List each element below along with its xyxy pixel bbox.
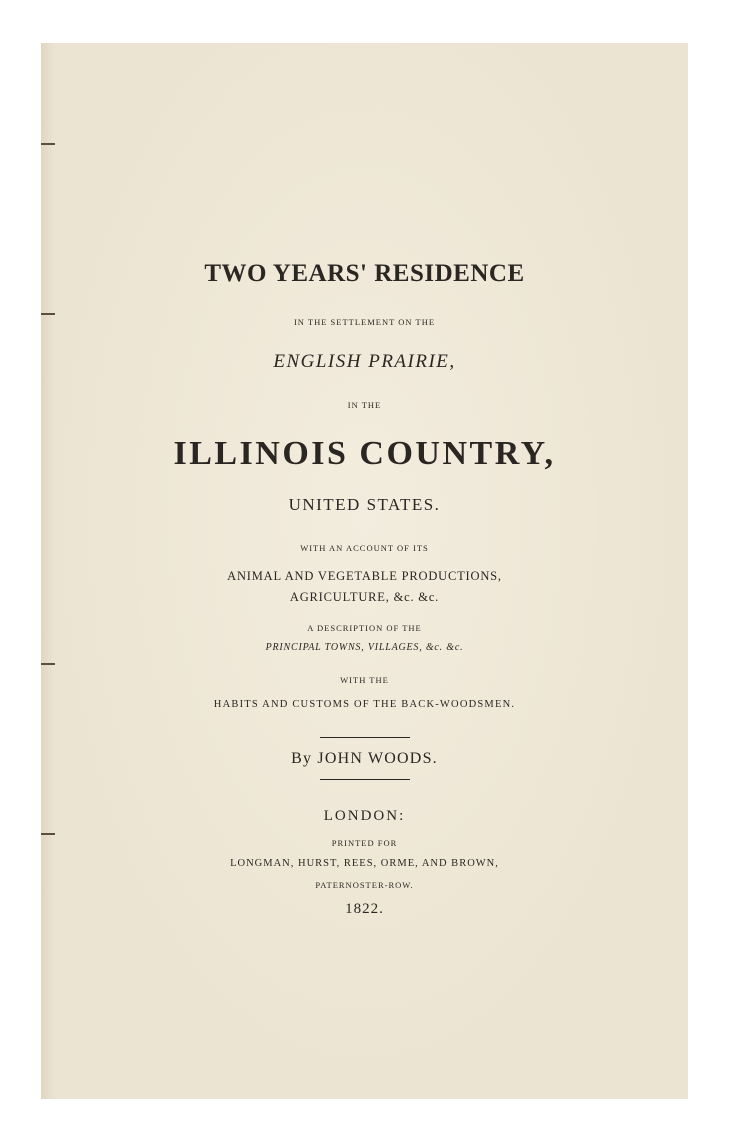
publishers-line: LONGMAN, HURST, REES, ORME, AND BROWN,	[230, 858, 499, 869]
divider-rule	[320, 779, 410, 780]
printed-for-line: PRINTED FOR	[331, 838, 398, 848]
region-title: ILLINOIS COUNTRY,	[173, 435, 556, 472]
towns-line: PRINCIPAL TOWNS, VILLAGES, &c. &c.	[265, 642, 464, 653]
publisher-address: PATERNOSTER-ROW.	[315, 880, 414, 890]
account-intro: WITH AN ACCOUNT OF ITS	[300, 543, 429, 553]
binding-mark	[41, 313, 55, 315]
author-line: By JOHN WOODS.	[291, 750, 438, 767]
country-name: UNITED STATES.	[288, 495, 441, 514]
binding-mark	[41, 663, 55, 665]
imprint-city: LONDON:	[323, 808, 406, 824]
title-page	[41, 43, 688, 1099]
divider-rule	[320, 737, 410, 738]
book-title: TWO YEARS' RESIDENCE	[204, 260, 525, 287]
binding-mark	[41, 833, 55, 835]
habits-intro: WITH THE	[340, 675, 389, 685]
binding-mark	[41, 143, 55, 145]
productions-line: ANIMAL AND VEGETABLE PRODUCTIONS,	[227, 569, 502, 583]
prairie-name: ENGLISH PRAIRIE,	[273, 351, 456, 372]
subtitle-intro: IN THE SETTLEMENT ON THE	[293, 317, 436, 327]
agriculture-line: AGRICULTURE, &c. &c.	[289, 590, 440, 604]
habits-line: HABITS AND CUSTOMS OF THE BACK-WOODSMEN.	[213, 699, 516, 710]
subtitle-connector: IN THE	[347, 400, 382, 410]
publication-year: 1822.	[345, 901, 384, 917]
description-intro: A DESCRIPTION OF THE	[307, 623, 422, 633]
